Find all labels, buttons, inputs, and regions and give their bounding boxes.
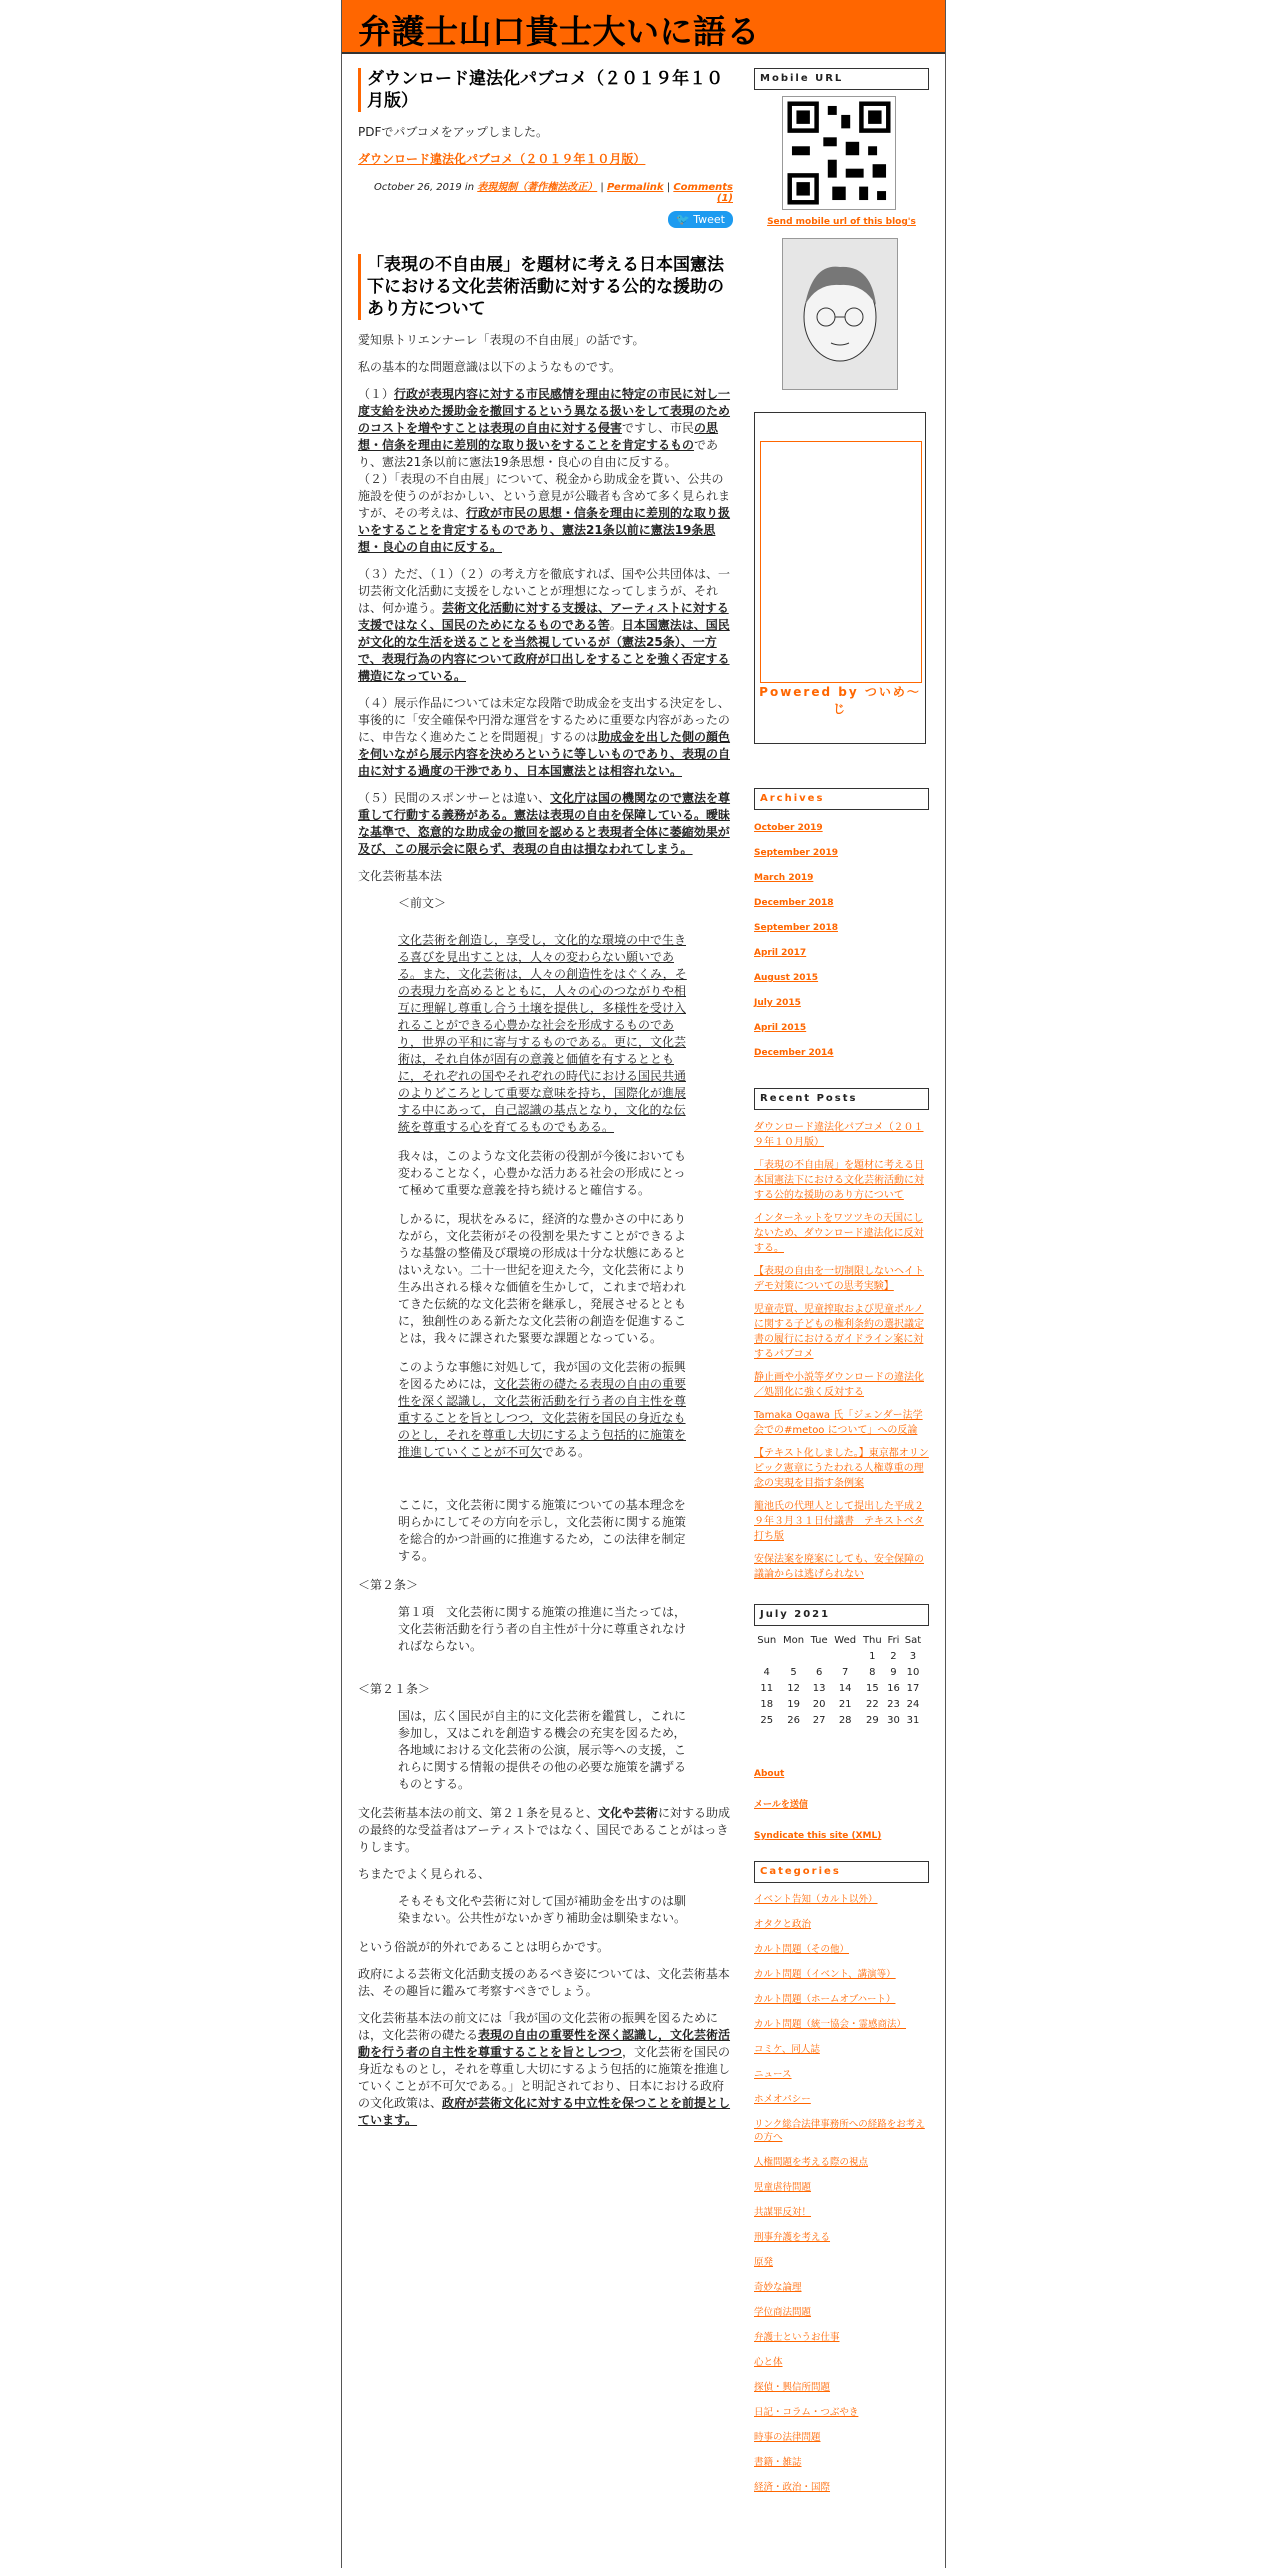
post-paragraph: （４）展示作品については未定な段階で助成金を支出する決定をし、事後的に「安全確保や円滑な運営をするために重要な内容があったのに、申告なく進めたことを問題視」するのは助成金を出した側の顔色を伺いながら展示内容を決めろというに等しいものであり、表現の自由に対する過度の干渉であり、日本国憲法とは相容れない。 xyxy=(358,696,731,778)
misc-links xyxy=(754,1768,929,1843)
category-link[interactable]: イベント告知（カルト以外） xyxy=(754,1894,878,1905)
blockquote: ここに，文化芸術に関する施策についての基本理念を明らかにしてその方向を示し，文化芸術に関する施策を総合的かつ計画的に推進するため，この法律を制定する。 xyxy=(398,1498,687,1563)
recent-post-link[interactable]: 安保法案を廃案にしても、安全保障の議論からは逃げられない xyxy=(754,1554,924,1580)
category-link[interactable]: 人権問題を考える際の視点 xyxy=(754,2157,869,2168)
category-link[interactable]: カルト問題（イベント、講演等） xyxy=(754,1969,896,1980)
post-paragraph: 文化芸術基本法の前文には「我が国の文化芸術の振興を図るためには，文化芸術の礎たる表現の自由の重要性を深く認識し，文化芸術活動を行う者の自主性を尊重することを旨としつつ，文化芸術を国民の身近なものとし，それを尊重し大切にするよう包括的に施策を推進していくことが不可欠である。」と明記されており、日本における政府の文化政策は、政府が芸術文化に対する中立性を保つことを前提としています。 xyxy=(358,2011,731,2127)
archive-link[interactable]: December 2018 xyxy=(754,898,834,908)
post-body: PDFでパブコメをアップしました。 xyxy=(358,125,548,139)
category-link[interactable]: 児童虐待問題 xyxy=(754,2182,812,2193)
email-link[interactable]: メールを送信 xyxy=(754,1800,808,1810)
recent-post-link[interactable]: ダウンロード違法化パブコメ（２０１９年１０月版） xyxy=(754,1122,924,1148)
category-link[interactable]: オタクと政治 xyxy=(754,1919,812,1930)
recent-posts-heading: Recent Posts xyxy=(754,1088,929,1110)
post-title: ダウンロード違法化パブコメ（２０１９年１０月版） xyxy=(358,68,733,112)
blockquote: 第１項 文化芸術に関する施策の推進に当たっては，文化芸術活動を行う者の自主性が十分に尊重されなければならない。 xyxy=(398,1605,687,1653)
post-paragraph: （５）民間のスポンサーとは違い、文化庁は国の機関なので憲法を尊重して行動する義務がある。憲法は表現の自由を保障している。曖昧な基準で、恣意的な助成金の撤回を認めると表現者全体に萎縮効果が及び、この展示会に限らず、表現の自由は損なわれてしまう。 xyxy=(358,791,731,856)
post-title: 「表現の不自由展」を題材に考える日本国憲法下における文化芸術活動に対する公的な援助のあり方について xyxy=(358,254,733,320)
broken-image-icon xyxy=(760,441,922,683)
post-meta: October 26, 2019 in 表現規制（著作権法改正） | Permalink | Comments (1) xyxy=(374,182,733,204)
blog-title[interactable]: 弁護士山口貴士大いに語る xyxy=(358,12,760,51)
category-link[interactable]: ホメオパシー xyxy=(754,2094,811,2105)
post-paragraph: （２）「表現の不自由展」について、税金から助成金を貰い、公共の施設を使うのがおかしい、という意見が公職者も含めて多く見られますが、その考えは、行政が市民の思想・信条を理由に差別的な取り扱いをすることを肯定するものであり、憲法21条以前に憲法19条思想・良心の自由に反する。 xyxy=(358,472,731,554)
qr-code-icon[interactable] xyxy=(782,96,896,210)
blockquote: 文化芸術を創造し，享受し，文化的な環境の中で生きる喜びを見出すことは，人々の変わらない願いである。また，文化芸術は，人々の創造性をはぐくみ，その表現力を高めるとともに，人々の心のつながりや相互に理解し尊重し合う土壌を提供し，多様性を受け入れることができる心豊かな社会を形成するものであり，世界の平和に寄与するものである。更に，文化芸術は，それ自体が固有の意義と価値を有するとともに，それぞれの国やそれぞれの時代における国民共通のよりどころとして重要な意味を持ち，国際化が進展する中にあって，自己認識の基点となり，文化的な伝統を尊重する心を育てるものでもある。 xyxy=(398,933,687,1134)
recent-post-link[interactable]: 【テキスト化しました。】東京都オリンピック憲章にうたわれる人権尊重の理念の実現を目指す条例案 xyxy=(754,1448,929,1489)
sidebar xyxy=(754,68,929,2506)
category-link[interactable]: 学位商法問題 xyxy=(754,2307,812,2318)
syndicate-link[interactable]: Syndicate this site (XML) xyxy=(754,1831,882,1841)
category-link[interactable]: 刑事弁護を考える xyxy=(754,2232,831,2243)
avatar xyxy=(782,238,898,390)
archives-list xyxy=(754,816,929,1060)
sidebar-heading: Mobile URL xyxy=(754,68,929,90)
category-link[interactable]: 経済・政治・国際 xyxy=(754,2482,831,2493)
powered-by-box xyxy=(754,412,926,744)
category-link[interactable]: カルト問題（ホームオブハート） xyxy=(754,1994,896,2005)
category-link[interactable]: 心と体 xyxy=(754,2357,783,2368)
mobile-url-link[interactable]: Send mobile url of this blog's xyxy=(767,217,916,227)
recent-post-link[interactable]: 静止画や小説等ダウンロードの違法化／処罰化に強く反対する xyxy=(754,1372,924,1398)
category-link[interactable]: 原発 xyxy=(754,2257,774,2268)
post-paragraph: （１）行政が表現内容に対する市民感情を理由に特定の市民に対し一度支給を決めた援助金を撤回するという異なる扱いをして表現のためのコストを増やすことは表現の自由に対する侵害ですし、市民の思想・信条を理由に差別的な取り扱いをすることを肯定するものであり、憲法21条以前に憲法19条思想・良心の自由に反する。 xyxy=(358,387,731,469)
twitter-bird-icon: 🐦 xyxy=(676,213,690,226)
archive-link[interactable]: July 2015 xyxy=(754,998,801,1008)
post-paragraph: （３）ただ、（１）（２）の考え方を徹底すれば、国や公共団体は、一切芸術文化活動に支援をしないことが理想になってしまうが、それは、何か違う。芸術文化活動に対する支援は、アーティストに対する支援ではなく、国民のためになるものである筈。日本国憲法は、国民が文化的な生活を送ることを当然視しているが（憲法25条）、一方で、表現行為の内容について政府が口出しをすることを強く否定する構造になっている。 xyxy=(358,567,731,683)
pdf-link[interactable]: ダウンロード違法化パブコメ（２０１９年１０月版） xyxy=(358,152,646,166)
page-container xyxy=(341,0,946,2568)
category-link[interactable]: カルト問題（その他） xyxy=(754,1944,850,1955)
powered-by-link[interactable]: Powered by ついめ〜じ xyxy=(759,685,921,716)
category-link[interactable]: 共謀罪反対！ xyxy=(754,2207,812,2218)
recent-posts-list xyxy=(754,1116,929,1582)
archive-link[interactable]: March 2019 xyxy=(754,873,814,883)
archive-link[interactable]: September 2019 xyxy=(754,848,838,858)
blockquote: しかるに，現状をみるに，経済的な豊かさの中にありながら，文化芸術がその役割を果たすことができるような基盤の整備及び環境の形成は十分な状態にあるとはいえない。二十一世紀を迎えた今，文化芸術により生み出される様々な価値を生かして，これまで培われてきた伝統的な文化芸術を継承し，発展させるとともに，独創性のある新たな文化芸術の創造を促進することは，我々に課された緊要な課題となっている。 xyxy=(398,1212,687,1345)
main-content: ダウンロード違法化パブコメ（２０１９年１０月版） PDFでパブコメをアップしました。 ダウンロード違法化パブコメ（２０１９年１０月版） October 26, 2019 in 表現規制（著作権法改正） | Permalink | Comments (1) 🐦 Tweet 「表現の不自由展」を題材に考える日本国憲法下における文化芸術活動に対する公的な援助のあり方について 愛知県トリエンナーレ「表現の不自由展」の話です。 私の基本的な問題意識は以下のようなものです。 （１）行政が表現内容に対する市民感情を理由に特定の市民に対し一度支給を決めた援助金を撤回するという異なる扱いをして表現のためのコストを増やすことは表現の自由に対する侵害ですし、市民の思想・信条を理由に差別的な取り扱いをすることを肯定するものであり、憲法21条以前に憲法19条思想・良心の自由に反する。 （２）「表現の不自由展」について、税金から助成金を貰い、公共の施設を使うのがおかしい、という意見が公職者も含めて多く見られますが、その考えは、行政が市民の思想・信条を理由に差別的な取り扱いをすることを肯定するものであり、憲法21条以前に憲法19条思想・良心の自由に反する。 （３）ただ、（１）（２）の考え方を徹底すれば、国や公共団体は、一切芸術文化活動に支援をしないことが理想になってしまうが、それは、何か違う。芸術文化活動に対する支援は、アーティストに対する支援ではなく、国民のためになるものである筈。日本国憲法は、国民が文化的な生活を送ることを当然視しているが（憲法25条）、一方で、表現行為の内容について政府が口出しをすることを強く否定する構造になっている。 （４）展示作品については未定な段階で助成金を支出する決定をし、事後的に「安全確保や円滑な運営をするために重要な内容があったのに、申告なく進めたことを問題視」するのは助成金を出した側の顔色を伺いながら展示内容を決めろというに等しいものであり、表現の自由に対する過度の干渉であり、日本国憲法とは相容れない。 （５）民間のスポンサーとは違い、文化庁は国の機関なので憲法を尊重して行動する義務がある。憲法は表現の自由を保障している。曖昧な基準で、恣意的な助成金の撤回を認めると表現者全体に萎縮効果が及び、この展示会に限らず、表現の自由は損なわれてしまう。 文化芸術基本法 ＜前文＞ 文化芸術を創造し，享受し，文化的な環境の中で生きる喜びを見出すことは，人々の変わらない願いである。また，文化芸術は，人々の創造性をはぐくみ，その表現力を高めるとともに，人々の心のつながりや相互に理解し尊重し合う土壌を提供し，多様性を受け入れることができる心豊かな社会を形成するものであり，世界の平和に寄与するものである。更に，文化芸術は，それ自体が固有の意義と価値を有するとともに，それぞれの国やそれぞれの時代における国民共通のよりどころとして重要な意味を持ち，国際化が進展する中にあって，自己認識の基点となり，文化的な伝統を尊重する心を育てるものでもある。 我々は，このような文化芸術の役割が今後においても変わることなく，心豊かな活力ある社会の形成にとって極めて重要な意義を持ち続けると確信する。 しかるに，現状をみるに，経済的な豊かさの中にありながら，文化芸術がその役割を果たすことができるような基盤の整備及び環境の形成は十分な状態にあるとはいえない。二十一世紀を迎えた今，文化芸術により生み出される様々な価値を生かして，これまで培われてきた伝統的な文化芸術を継承し，発展させるとともに，独創性のある新たな文化芸術の創造を促進することは，我々に課された緊要な課題となっている。 このような事態に対処して，我が国の文化芸術の振興を図るためには，文化芸術の礎たる表現の自由の重要性を深く認識し，文化芸術活動を行う者の自主性を尊重することを旨としつつ，文化芸術を国民の身近なものとし，それを尊重し大切にするよう包括的に施策を推進していくことが不可欠である。 ここに，文化芸術に関する施策についての基本理念を明らかにしてその方向を示し，文化芸術に関する施策を総合的かつ計画的に推進するため，この法律を制定する。 ＜第２条＞ 第１項 文化芸術に関する施策の推進に当たっては，文化芸術活動を行う者の自主性が十分に尊重されなければならない。 ＜第２１条＞ 国は，広く国民が自主的に文化芸術を鑑賞し，これに参加し，又はこれを創造する機会の充実を図るため，各地域における文化芸術の公演，展示等への支援，これらに関する情報の提供その他の必要な施策を講ずるものとする。 文化芸術基本法の前文、第２１条を見ると、文化や芸術に対する助成の最終的な受益者はアーティストではなく、国民であることがはっきりします。 ちまたでよく見られる、 そもそも文化や芸術に対して国が補助金を出すのは馴染まない。公共性がないかぎり補助金は馴染まない。 という俗説が的外れであることは明らかです。 政府による芸術文化活動支援のあるべき姿については、文化芸術基本法、その趣旨に鑑みて考察すべきでしょう。 文化芸術基本法の前文には「我が国の文化芸術の振興を図るためには，文化芸術の礎たる表現の自由の重要性を深く認識し，文化芸術活動を行う者の自主性を尊重することを旨としつつ，文化芸術を国民の身近なものとし，それを尊重し大切にするよう包括的に施策を推進していくことが不可欠である。」と明記されており、日本における政府の文化政策は、政府が芸術文化に対する中立性を保つことを前提としています。 xyxy=(358,69,733,2127)
recent-post-link[interactable]: 【表現の自由を一切制限しないヘイトデモ対策についての思考実験】 xyxy=(754,1266,924,1292)
comments-link[interactable]: Comments (1) xyxy=(673,182,733,204)
blockquote: 国は，広く国民が自主的に文化芸術を鑑賞し，これに参加し，又はこれを創造する機会の充実を図るため，各地域における文化芸術の公演，展示等への支援，これらに関する情報の提供その他の必要な施策を講ずるものとする。 xyxy=(398,1709,687,1791)
calendar: Sun Mon Tue Wed Thu Fri Sat 1 2 3 4 5 6 7 8 9 10 11 12 13 14 15 16 17 18 19 20 21 22 23 24 25 26 27 28 29 30 31 xyxy=(757,1634,922,1726)
archive-link[interactable]: April 2017 xyxy=(754,948,807,958)
category-link[interactable]: 弁護士というお仕事 xyxy=(754,2332,840,2343)
about-link[interactable]: About xyxy=(754,1769,785,1779)
category-link[interactable]: 時事の法律問題 xyxy=(754,2432,821,2443)
category-link[interactable]: 表現規制（著作権法改正） xyxy=(477,182,598,193)
categories-heading: Categories xyxy=(754,1861,929,1883)
category-link[interactable]: リンク総合法律事務所への経路をお考えの方へ xyxy=(754,2119,925,2143)
category-link[interactable]: 書籍・雑誌 xyxy=(754,2457,802,2468)
recent-post-link[interactable]: 籠池氏の代理人として提出した平成２９年３月３１日付議書 テキストベタ打ち版 xyxy=(754,1501,924,1542)
recent-post-link[interactable]: 「表現の不自由展」を題材に考える日本国憲法下における文化芸術活動に対する公的な援助のあり方について xyxy=(754,1160,924,1201)
blockquote: そもそも文化や芸術に対して国が補助金を出すのは馴染まない。公共性がないかぎり補助金は馴染まない。 xyxy=(398,1894,687,1925)
categories-list xyxy=(754,1889,929,2494)
blockquote: このような事態に対処して，我が国の文化芸術の振興を図るためには，文化芸術の礎たる表現の自由の重要性を深く認識し，文化芸術活動を行う者の自主性を尊重することを旨としつつ，文化芸術を国民の身近なものとし，それを尊重し大切にするよう包括的に施策を推進していくことが不可欠である。 xyxy=(398,1360,687,1459)
category-link[interactable]: コミケ、同人誌 xyxy=(754,2044,820,2055)
archive-link[interactable]: December 2014 xyxy=(754,1048,834,1058)
archives-heading: Archives xyxy=(754,788,929,810)
archive-link[interactable]: April 2015 xyxy=(754,1023,807,1033)
permalink-link[interactable]: Permalink xyxy=(606,182,664,193)
tweet-button[interactable]: 🐦 Tweet xyxy=(668,211,733,228)
archive-link[interactable]: October 2019 xyxy=(754,823,823,833)
category-link[interactable]: 奇妙な論理 xyxy=(754,2282,802,2293)
recent-post-link[interactable]: Tamaka Ogawa 氏「ジェンダー法学会での#metoo について」への反論 xyxy=(754,1410,923,1436)
post-paragraph: 文化芸術基本法の前文、第２１条を見ると、文化や芸術に対する助成の最終的な受益者はアーティストではなく、国民であることがはっきりします。 xyxy=(358,1806,731,1854)
archive-link[interactable]: August 2015 xyxy=(754,973,819,983)
blockquote: 我々は，このような文化芸術の役割が今後においても変わることなく，心豊かな活力ある社会の形成にとって極めて重要な意義を持ち続けると確信する。 xyxy=(398,1149,687,1197)
recent-post-link[interactable]: 児童売買、児童搾取および児童ポルノに関する子どもの権利条約の選択議定書の履行におけるガイドライン案に対するパブコメ xyxy=(754,1304,924,1360)
category-link[interactable]: カルト問題（統一協会・霊感商法） xyxy=(754,2019,907,2030)
category-link[interactable]: 探偵・興信所問題 xyxy=(754,2382,831,2393)
category-link[interactable]: 日記・コラム・つぶやき xyxy=(754,2407,859,2418)
archive-link[interactable]: September 2018 xyxy=(754,923,838,933)
post-date: October 26, 2019 in xyxy=(374,182,475,193)
calendar-heading: July 2021 xyxy=(754,1604,929,1626)
recent-post-link[interactable]: インターネットをワツツキの天国にしないため、ダウンロード違法化に反対する。 xyxy=(754,1213,924,1254)
blog-banner xyxy=(342,0,945,54)
category-link[interactable]: ニュース xyxy=(754,2069,792,2080)
